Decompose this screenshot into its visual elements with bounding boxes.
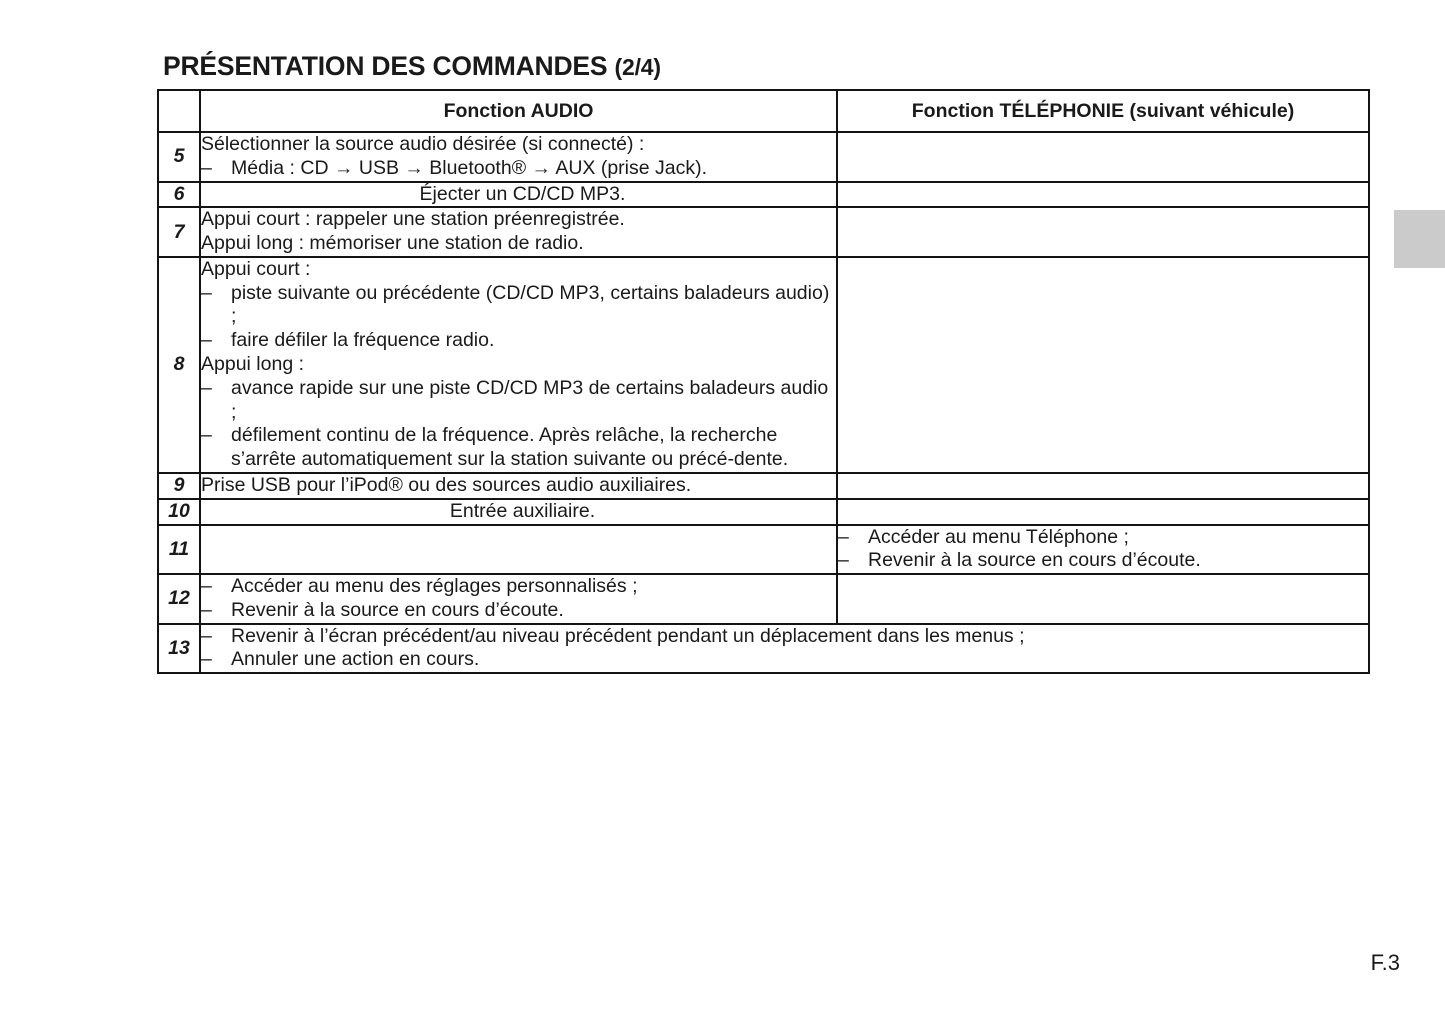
- audio-intro: Sélectionner la source audio désirée (si connecté) :: [201, 133, 645, 155]
- dash-marker: –: [201, 424, 212, 447]
- row-number: 6: [158, 182, 200, 208]
- telephony-cell-disabled: [837, 473, 1369, 499]
- dash-marker: –: [201, 624, 212, 647]
- table-row: [158, 574, 1369, 624]
- audio-list-short-press: [201, 282, 836, 353]
- page-title: [163, 51, 661, 82]
- page-title-fraction: (2/4): [614, 53, 661, 80]
- list-item: [838, 549, 1368, 573]
- audio-line-short-press: Appui court : rappeler une station préenregistrée.: [201, 208, 625, 231]
- table-row: [158, 257, 1369, 473]
- telephony-cell-disabled: [837, 182, 1369, 208]
- list-item-label: Annuler une action en cours.: [231, 648, 480, 671]
- telephony-cell-disabled: [837, 257, 1369, 473]
- list-item: [201, 282, 836, 330]
- dash-marker: –: [201, 156, 212, 179]
- audio-cell-disabled: [200, 525, 837, 575]
- spanning-cell: [200, 624, 1369, 674]
- telephony-cell-disabled: [837, 499, 1369, 525]
- header-audio-cell: Fonction AUDIO: [200, 90, 837, 132]
- header-telephony-cell: Fonction TÉLÉPHONIE (suivant véhicule): [837, 90, 1369, 132]
- page-title-text: PRÉSENTATION DES COMMANDES: [163, 50, 608, 81]
- list-item: [201, 625, 1368, 649]
- list-item-label: Revenir à la source en cours d’écoute.: [231, 598, 564, 621]
- row-number: 5: [158, 132, 200, 182]
- row-number: 13: [158, 624, 200, 674]
- row-number: 12: [158, 574, 200, 624]
- telephony-cell-disabled: [837, 132, 1369, 182]
- dash-marker: –: [201, 598, 212, 621]
- page-folio: F.3: [1370, 950, 1400, 975]
- dash-marker: –: [838, 549, 849, 572]
- row-number: 8: [158, 257, 200, 473]
- commands-table: [157, 89, 1370, 674]
- telephony-cell-disabled: [837, 574, 1369, 624]
- audio-heading-long-press: Appui long :: [201, 353, 304, 376]
- audio-cell: Prise USB pour l’iPod® ou des sources audio auxiliaires.: [200, 473, 837, 499]
- audio-list-long-press: [201, 377, 836, 472]
- audio-list: [201, 575, 836, 623]
- audio-cell: [200, 132, 837, 182]
- page-edge-tab: [1394, 210, 1445, 268]
- dash-marker: –: [201, 648, 212, 671]
- audio-cell: [200, 257, 837, 473]
- audio-cell: [200, 574, 837, 624]
- table-row: [158, 182, 1369, 208]
- row-number: 9: [158, 473, 200, 499]
- header-number-cell: [158, 90, 200, 132]
- audio-cell: Entrée auxiliaire.: [200, 499, 837, 525]
- table-row: [158, 499, 1369, 525]
- row-number: 10: [158, 499, 200, 525]
- list-item: [201, 648, 1368, 672]
- list-item-label: Revenir à la source en cours d’écoute.: [868, 549, 1201, 572]
- audio-heading-short-press: Appui court :: [201, 257, 311, 280]
- list-item-label: piste suivante ou précédente (CD/CD MP3, certains baladeurs audio) ;: [231, 281, 830, 328]
- spanning-list: [201, 625, 1368, 673]
- list-item-label: Média : CD → USB → Bluetooth® → AUX (prise Jack).: [231, 156, 708, 179]
- list-item: [838, 526, 1368, 550]
- list-item: [201, 575, 836, 599]
- list-item-label: défilement continu de la fréquence. Après relâche, la recherche s’arrête automatiquement sur la station suivante ou précé-dente.: [231, 424, 789, 471]
- table-row: [158, 132, 1369, 182]
- audio-list: [201, 157, 836, 181]
- telephony-cell-disabled: [837, 207, 1369, 257]
- table-row: [158, 624, 1369, 674]
- list-item: [201, 377, 836, 425]
- telephony-list: [838, 526, 1368, 574]
- list-item-label: faire défiler la fréquence radio.: [231, 329, 495, 352]
- list-item-label: Accéder au menu des réglages personnalisés ;: [231, 575, 638, 598]
- table-row: [158, 473, 1369, 499]
- list-item: [201, 424, 836, 472]
- table-row: [158, 525, 1369, 575]
- audio-line-long-press: Appui long : mémoriser une station de radio.: [201, 232, 584, 255]
- table-row: [158, 207, 1369, 257]
- dash-marker: –: [201, 575, 212, 598]
- dash-marker: –: [838, 525, 849, 548]
- telephony-cell: [837, 525, 1369, 575]
- list-item: [201, 157, 836, 181]
- list-item: [201, 329, 836, 353]
- audio-cell: [200, 207, 837, 257]
- row-number: 7: [158, 207, 200, 257]
- dash-marker: –: [201, 376, 212, 399]
- audio-cell: Éjecter un CD/CD MP3.: [200, 182, 837, 208]
- row-number: 11: [158, 525, 200, 575]
- list-item-label: avance rapide sur une piste CD/CD MP3 de certains baladeurs audio ;: [231, 376, 829, 423]
- list-item: [201, 599, 836, 623]
- dash-marker: –: [201, 329, 212, 352]
- dash-marker: –: [201, 281, 212, 304]
- list-item-label: Accéder au menu Téléphone ;: [868, 525, 1129, 548]
- list-item-label: Revenir à l’écran précédent/au niveau précédent pendant un déplacement dans les menus ;: [231, 624, 1025, 647]
- table-header-row: [158, 90, 1369, 132]
